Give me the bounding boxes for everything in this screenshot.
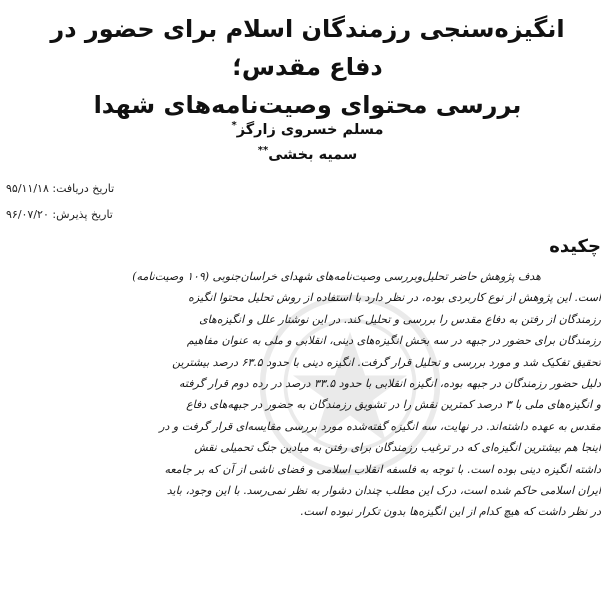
- abstract-line: مقدس به عهده داشته‌اند. در نهایت، سه انگیزه گفته‌شده مورد بررسی مقایسه‌ای قرار گرفت و در: [159, 419, 601, 433]
- author-2: [0, 145, 615, 163]
- abstract-line: داشته انگیزه دینی بوده است. با توجه به فلسفه انقلاب اسلامی و فضای ناشی از آن که بر جامعه: [164, 462, 601, 476]
- abstract-line: دلیل حضور رزمندگان در جبهه بوده، انگیزه انقلابی با حدود ۳۳.۵ درصد در رده دوم قرار گرفته: [179, 377, 601, 391]
- abstract-body: [14, 266, 601, 523]
- author-1: [0, 120, 615, 138]
- abstract-line: ایران اسلامی حاکم شده است، درک این مطلب چندان دشوار به نظر نمی‌رسد. با این وجود، باید: [166, 484, 601, 498]
- abstract-line: و انگیزه‌های ملی با ۳ درصد کمترین نقش را در تشویق رزمندگان به حضور در جبهه‌های دفاع: [186, 398, 601, 412]
- abstract-line: هدف پژوهش حاضر تحلیل‌وبررسی وصیت‌نامه‌های شهدای خراسان‌جنوبی (۱۰۹ وصیت‌نامه): [132, 270, 541, 283]
- received-date: تاریخ دریافت: ۹۵/۱۱/۱۸: [6, 182, 115, 195]
- abstract-line: در نظر داشت که هیچ کدام از این انگیزه‌ها بدون تکرار نبوده است.: [300, 505, 601, 519]
- paper-title-line-1: انگیزه‌سنجی رزمندگان اسلام برای حضور در دفاع مقدس؛: [50, 15, 565, 81]
- abstract-line: تحقیق تفکیک شد و مورد بررسی و تحلیل قرار گرفت. انگیزه دینی با حدود ۶۳.۵ درصد بیشترین: [172, 355, 601, 369]
- paper-title-line-2: بررسی محتوای وصیت‌نامه‌های شهدا: [93, 91, 522, 119]
- paper-title: [20, 10, 595, 124]
- author-2-mark: **: [257, 145, 269, 156]
- abstract-line: است. این پژوهش از نوع کاربردی بوده، در نظر دارد با استفاده از روش تحلیل محتوا انگیزه: [188, 291, 601, 305]
- abstract-line: اینجا هم بیشترین انگیزه‌ای که در ترغیب رزمندگان برای رفتن به میادین جنگ تحمیلی نقش: [194, 441, 601, 455]
- abstract-line: رزمندگان از رفتن به دفاع مقدس را بررسی و تحلیل کند. در این نوشتار علل و انگیزه‌های: [199, 312, 601, 326]
- author-1-mark: *: [231, 120, 237, 131]
- abstract-line: رزمندگان برای حضور در جبهه در سه بخش انگیزه‌های دینی، انقلابی و ملی به عنوان مفاهیم: [186, 334, 601, 348]
- abstract-heading: چکیده: [549, 236, 601, 257]
- author-2-name: سمیه بخشی: [268, 146, 358, 163]
- author-1-name: مسلم خسروی زارگز: [236, 121, 384, 138]
- accepted-date: تاریخ پذیرش: ۹۶/۰۷/۲۰: [6, 208, 113, 221]
